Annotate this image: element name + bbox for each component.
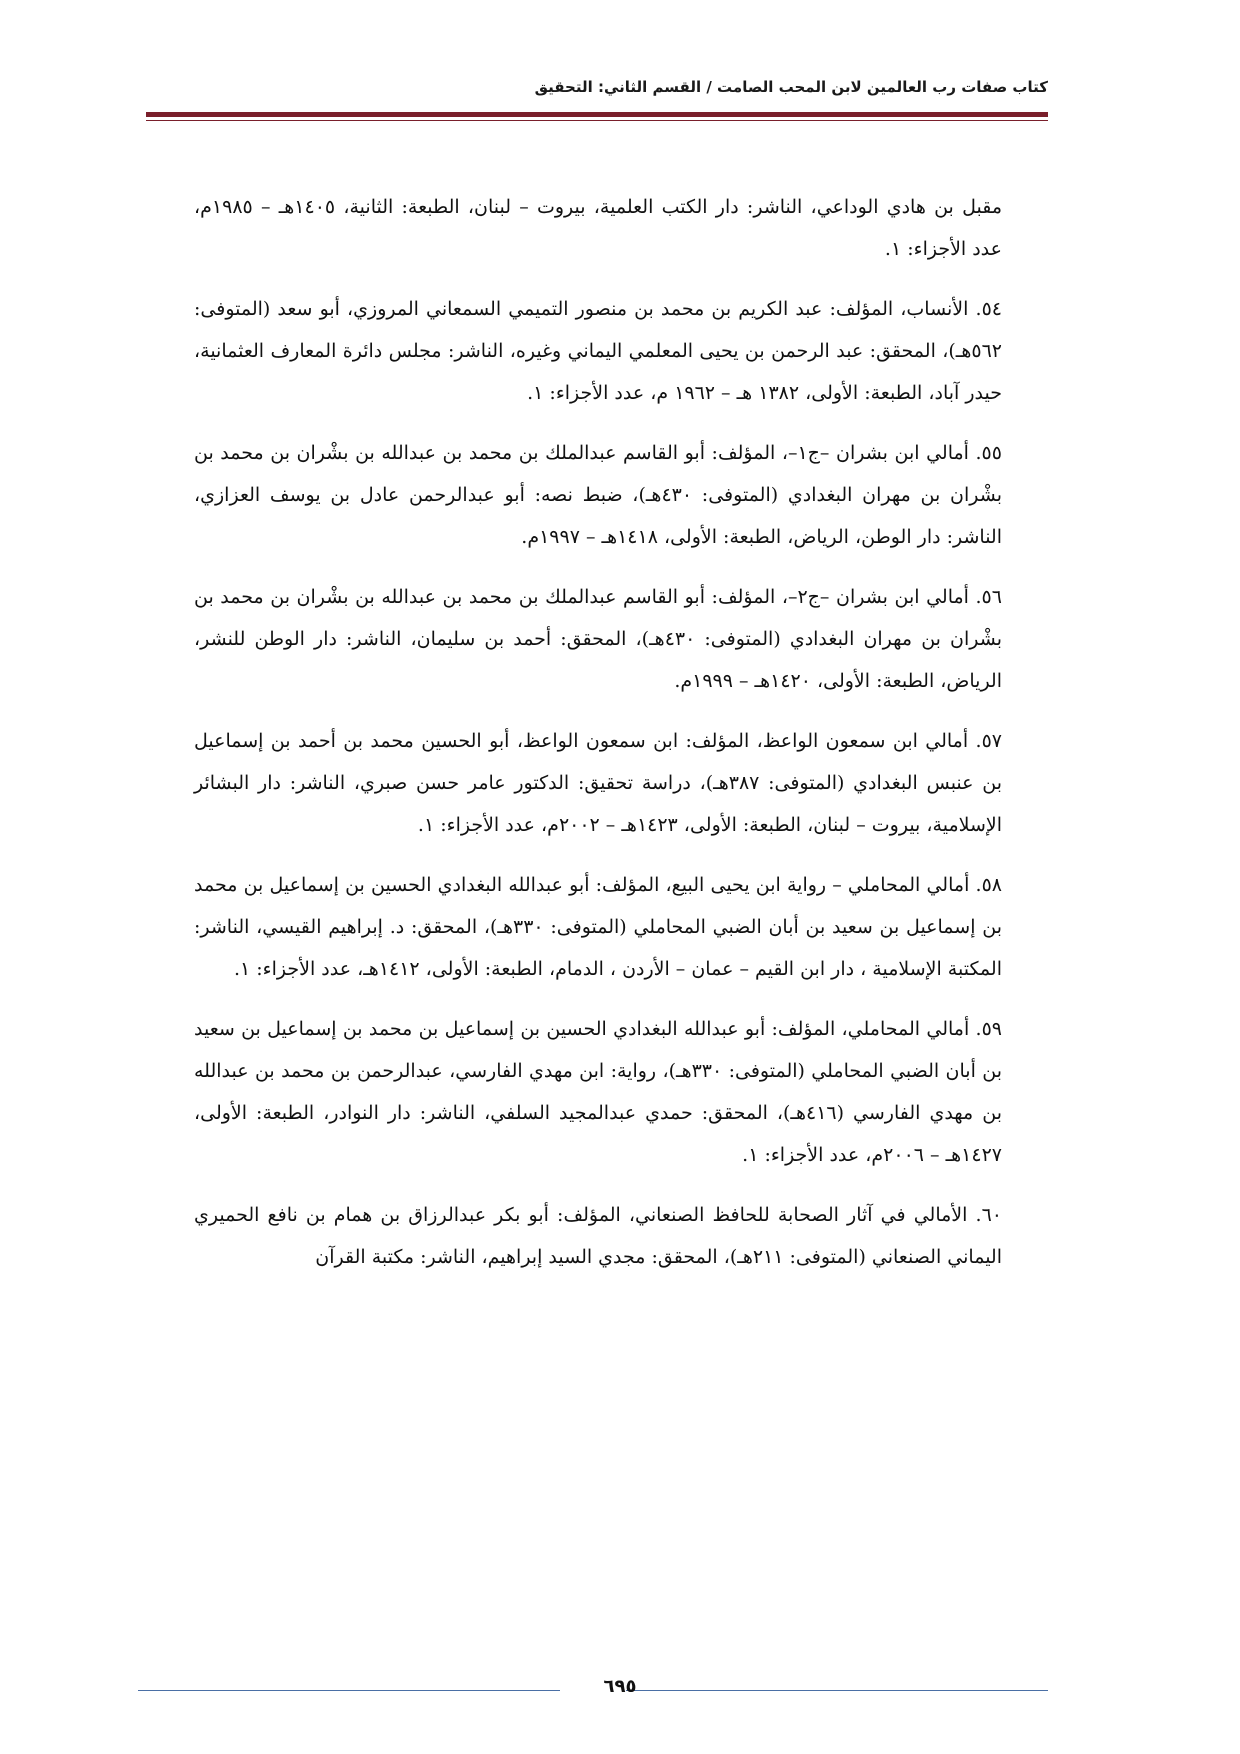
entry-number: ٥٥. <box>968 442 1002 464</box>
bibliography-entry-54 <box>194 288 1002 414</box>
header-rule-thick <box>146 112 1048 117</box>
page-number: ٦٩٥ <box>603 1676 637 1697</box>
bibliography-entry-continued <box>194 186 1002 270</box>
bibliography-entry-60 <box>194 1194 1002 1278</box>
entry-number: ٥٨. <box>969 874 1002 896</box>
entry-text: مقبل بن هادي الوداعي، الناشر: دار الكتب العلمية، بيروت – لبنان، الطبعة: الثانية، ١٤٠٥هـ – ١٩٨٥م، عدد الأجزاء: ١. <box>194 196 1002 260</box>
entry-number: ٦٠. <box>967 1204 1002 1226</box>
header-rule-thin <box>146 120 1048 121</box>
footer-rule-left <box>138 1690 560 1691</box>
entry-text: أمالي المحاملي – رواية ابن يحيى البيع، المؤلف: أبو عبدالله البغدادي الحسين بن إسماعيل بن محمد بن إسماعيل بن سعيد بن أبان الضبي المحاملي (المتوفى: ٣٣٠هـ)، المحقق: د. إبراهيم القيسي، الناشر: المكتبة الإسلامية ، دار ابن القيم – عمان – الأردن ، الدمام، الطبعة: الأولى، ١٤١٢هـ، عدد الأجزاء: ١. <box>194 874 1002 980</box>
entry-text: أمالي ابن بشران –ج١–، المؤلف: أبو القاسم عبدالملك بن محمد بن عبدالله بن بشْران بن محمد بن بشْران بن مهران البغدادي (المتوفى: ٤٣٠هـ)، ضبط نصه: أبو عبدالرحمن عادل بن يوسف العزازي، الناشر: دار الوطن، الرياض، الطبعة: الأولى، ١٤١٨هـ – ١٩٩٧م. <box>194 442 1002 548</box>
entry-text: أمالي ابن بشران –ج٢–، المؤلف: أبو القاسم عبدالملك بن محمد بن عبدالله بن بشْران بن محمد بن بشْران بن مهران البغدادي (المتوفى: ٤٣٠هـ)، المحقق: أحمد بن سليمان، الناشر: دار الوطن للنشر، الرياض، الطبعة: الأولى، ١٤٢٠هـ – ١٩٩٩م. <box>194 586 1002 692</box>
bibliography-entry-55 <box>194 432 1002 558</box>
bibliography-list <box>194 186 1002 1296</box>
entry-text: أمالي المحاملي، المؤلف: أبو عبدالله البغدادي الحسين بن إسماعيل بن محمد بن إسماعيل بن سعيد بن أبان الضبي المحاملي (المتوفى: ٣٣٠هـ)، رواية: ابن مهدي الفارسي، عبدالرحمن بن محمد بن عبدالله بن مهدي الفارسي (٤١٦هـ)، المحقق: حمدي عبدالمجيد السلفي، الناشر: دار النوادر، الطبعة: الأولى، ١٤٢٧هـ – ٢٠٠٦م، عدد الأجزاء: ١. <box>194 1018 1002 1166</box>
entry-text: الأمالي في آثار الصحابة للحافظ الصنعاني، المؤلف: أبو بكر عبدالرزاق بن همام بن نافع الحميري اليماني الصنعاني (المتوفى: ٢١١هـ)، المحقق: مجدي السيد إبراهيم، الناشر: مكتبة القرآن <box>194 1204 1002 1268</box>
entry-number: ٥٦. <box>968 586 1002 608</box>
entry-text: أمالي ابن سمعون الواعظ، المؤلف: ابن سمعون الواعظ، أبو الحسين محمد بن أحمد بن إسماعيل بن عنبس البغدادي (المتوفى: ٣٨٧هـ)، دراسة تحقيق: الدكتور عامر حسن صبري، الناشر: دار البشائر الإسلامية، بيروت – لبنان، الطبعة: الأولى، ١٤٢٣هـ – ٢٠٠٢م، عدد الأجزاء: ١. <box>194 730 1002 836</box>
running-header-title: كتاب صفات رب العالمين لابن المحب الصامت / القسم الثاني: التحقيق <box>534 78 1048 96</box>
entry-number: ٥٧. <box>968 730 1002 752</box>
bibliography-entry-58 <box>194 864 1002 990</box>
entry-number: ٥٤. <box>968 298 1002 320</box>
bibliography-entry-56 <box>194 576 1002 702</box>
entry-number: ٥٩. <box>969 1018 1002 1040</box>
footer-rule-right <box>626 1690 1048 1691</box>
entry-text: الأنساب، المؤلف: عبد الكريم بن محمد بن منصور التميمي السمعاني المروزي، أبو سعد (المتوفى: ٥٦٢هـ)، المحقق: عبد الرحمن بن يحيى المعلمي اليماني وغيره، الناشر: مجلس دائرة المعارف العثمانية، حيدر آباد، الطبعة: الأولى، ١٣٨٢ هـ – ١٩٦٢ م، عدد الأجزاء: ١. <box>194 298 1002 404</box>
bibliography-entry-57 <box>194 720 1002 846</box>
bibliography-entry-59 <box>194 1008 1002 1176</box>
